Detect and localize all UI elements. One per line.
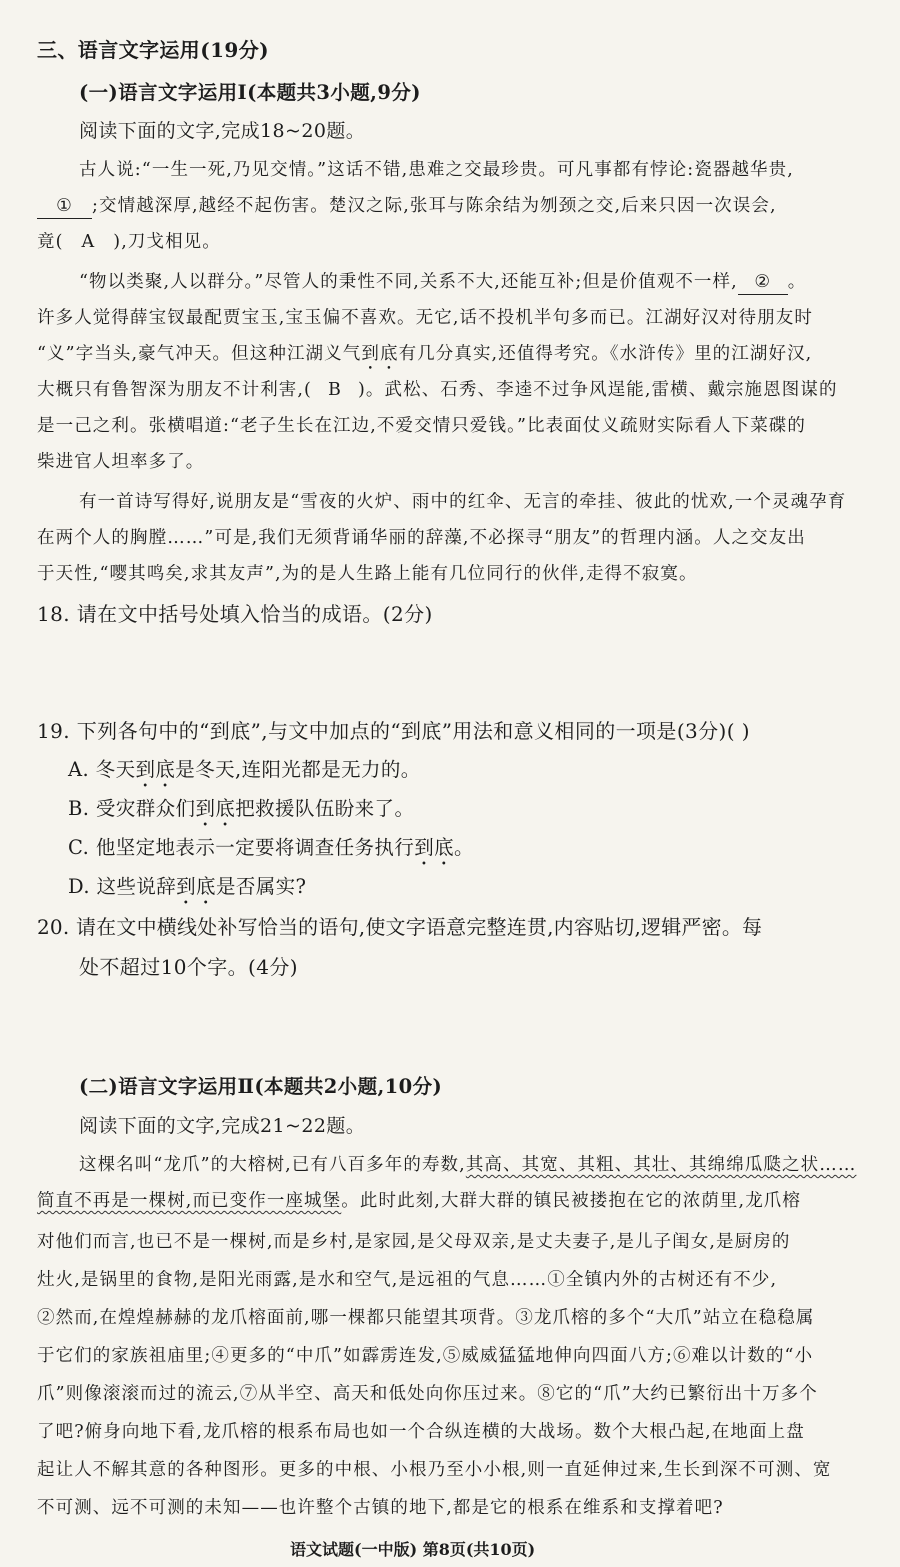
passage1-line xyxy=(37,342,812,374)
passage1-text: 有几分真实,还值得考究。《水浒传》里的江湖好汉, xyxy=(398,344,813,364)
passage1-line xyxy=(37,230,221,254)
passage2-line: 于它们的家族祖庙里;④更多的“中爪”如霹雳连发,⑤威威猛猛地伸向四面八方;⑥难以计数的“小 xyxy=(37,1346,814,1366)
question-19: 19. 下列各句中的“到底”,与文中加点的“到底”用法和意义相同的一项是(3分)( ) xyxy=(37,719,750,743)
option-d-text: 是否属实? xyxy=(215,875,307,898)
question-20-line1: 20. 请在文中横线处补写恰当的语句,使文字语意完整连贯,内容贴切,逻辑严密。每 xyxy=(37,915,763,939)
part2-title: (二)语言文字运用Ⅱ(本题共2小题,10分) xyxy=(79,1075,443,1098)
option-b-text: 把救援队伍盼来了。 xyxy=(235,797,415,820)
passage1-line: 柴进官人坦率多了。 xyxy=(37,452,205,472)
wavy-underlined-text: 其高、其宽、其粗、其壮、其绵绵瓜瓞之状…… xyxy=(465,1155,857,1175)
paren-b: B xyxy=(328,380,342,400)
passage1-text: )。武松、石秀、李逵不过争风逞能,雷横、戴宗施恩图谋的 xyxy=(357,380,838,400)
question-18: 18. 请在文中括号处填入恰当的成语。(2分) xyxy=(37,602,433,626)
passage1-line: 于天性,“嘤其鸣矣,求其友声”,为的是人生路上能有几位同行的伙伴,走得不寂寞。 xyxy=(37,564,698,584)
passage1-text: “物以类聚,人以群分。”尽管人的秉性不同,关系不大,还能互补;但是价值观不一样, xyxy=(79,272,738,292)
passage1-text: ),刀戈相见。 xyxy=(113,232,221,252)
wavy-underlined-text: 简直不再是一棵树,而已变作一座城堡 xyxy=(37,1191,342,1211)
option-c-text: 。 xyxy=(454,836,474,859)
blank-2: ② xyxy=(738,270,788,295)
passage1-text: 大概只有鲁智深为朋友不计利害,( xyxy=(37,380,312,400)
option-d-daodi: 到底 xyxy=(176,875,216,898)
passage2-line: 起让人不解其意的各种图形。更多的中根、小根乃至小小根,则一直延伸过来,生长到深不可测、宽 xyxy=(37,1460,832,1480)
part1-instruction: 阅读下面的文字,完成18~20题。 xyxy=(79,120,366,142)
passage1-line: 在两个人的胸膛……”可是,我们无须背诵华丽的辞藻,不必探寻“朋友”的哲理内涵。人之交友出 xyxy=(37,528,806,548)
passage1-line xyxy=(37,194,777,219)
blank-1: ① xyxy=(37,194,92,219)
option-b-daodi: 到底 xyxy=(195,797,236,820)
part2-instruction: 阅读下面的文字,完成21~22题。 xyxy=(79,1115,366,1137)
passage1-text: 。 xyxy=(787,272,807,292)
part1-title: (一)语言文字运用Ⅰ(本题共3小题,9分) xyxy=(79,81,421,104)
option-d-text: D. 这些说辞 xyxy=(68,875,177,898)
passage2-line xyxy=(79,1153,856,1177)
q19-option-c[interactable] xyxy=(68,836,474,870)
passage2-line: 不可测、远不可测的未知——也许整个古镇的地下,都是它的根系在维系和支撑着吧? xyxy=(37,1498,724,1518)
emphasized-daodi: 到底 xyxy=(361,344,399,364)
passage2-text: 。此时此刻,大群大群的镇民被搂抱在它的浓荫里,龙爪榕 xyxy=(341,1191,801,1211)
option-a-text: A. 冬天 xyxy=(68,758,136,781)
paren-a: A xyxy=(81,232,96,252)
q19-option-d[interactable] xyxy=(68,875,306,909)
option-a-text: 是冬天,连阳光都是无力的。 xyxy=(175,758,421,781)
option-c-daodi: 到底 xyxy=(414,836,455,859)
question-20-line2: 处不超过10个字。(4分) xyxy=(79,955,298,979)
section-title: 三、语言文字运用(19分) xyxy=(37,38,269,62)
passage2-line xyxy=(37,1189,801,1213)
passage1-line: 古人说:“一生一死,乃见交情。”这话不错,患难之交最珍贵。可凡事都有悖论:瓷器越华贵, xyxy=(79,160,794,180)
passage1-line: 是一己之利。张横唱道:“老子生长在江边,不爱交情只爱钱。”比表面仗义疏财实际看人下菜碟的 xyxy=(37,416,806,436)
passage1-text: 竟( xyxy=(37,232,64,252)
passage1-line: 许多人觉得薛宝钗最配贾宝玉,宝玉偏不喜欢。无它,话不投机半句多而已。江湖好汉对待朋友时 xyxy=(37,308,813,328)
q19-option-b[interactable] xyxy=(68,797,414,831)
passage2-line: 爪”则像滚滚而过的流云,⑦从半空、高天和低处向你压过来。⑧它的“爪”大约已繁衍出十万多个 xyxy=(37,1384,818,1404)
option-c-text: C. 他坚定地表示一定要将调查任务执行 xyxy=(68,836,415,859)
passage2-line: 对他们而言,也已不是一棵树,而是乡村,是家园,是父母双亲,是丈夫妻子,是儿子闺女,是厨房的 xyxy=(37,1232,791,1252)
passage1-line xyxy=(79,270,806,295)
page-footer: 语文试题(一中版) 第8页(共10页) xyxy=(290,1540,536,1559)
passage1-text: “义”字当头,豪气冲天。但这种江湖义气 xyxy=(37,344,362,364)
passage2-line: 灶火,是锅里的食物,是阳光雨露,是水和空气,是远祖的气息……①全镇内外的古树还有不少, xyxy=(37,1270,778,1290)
q19-option-a[interactable] xyxy=(68,758,421,792)
option-b-text: B. 受灾群众们 xyxy=(68,797,196,820)
passage2-line: 了吧?俯身向地下看,龙爪榕的根系布局也如一个合纵连横的大战场。数个大根凸起,在地面上盘 xyxy=(37,1422,805,1442)
passage1-text: ;交情越深厚,越经不起伤害。楚汉之际,张耳与陈余结为刎颈之交,后来只因一次误会, xyxy=(92,196,777,216)
passage1-line xyxy=(37,378,838,402)
passage1-line: 有一首诗写得好,说朋友是“雪夜的火炉、雨中的红伞、无言的牵挂、彼此的忧欢,一个灵魂孕育 xyxy=(79,492,847,512)
option-a-daodi: 到底 xyxy=(135,758,176,781)
passage2-text: 这棵名叫“龙爪”的大榕树,已有八百多年的寿数, xyxy=(79,1155,466,1175)
passage2-line: ②然而,在煌煌赫赫的龙爪榕面前,哪一棵都只能望其项背。③龙爪榕的多个“大爪”站立在稳稳属 xyxy=(37,1308,815,1328)
